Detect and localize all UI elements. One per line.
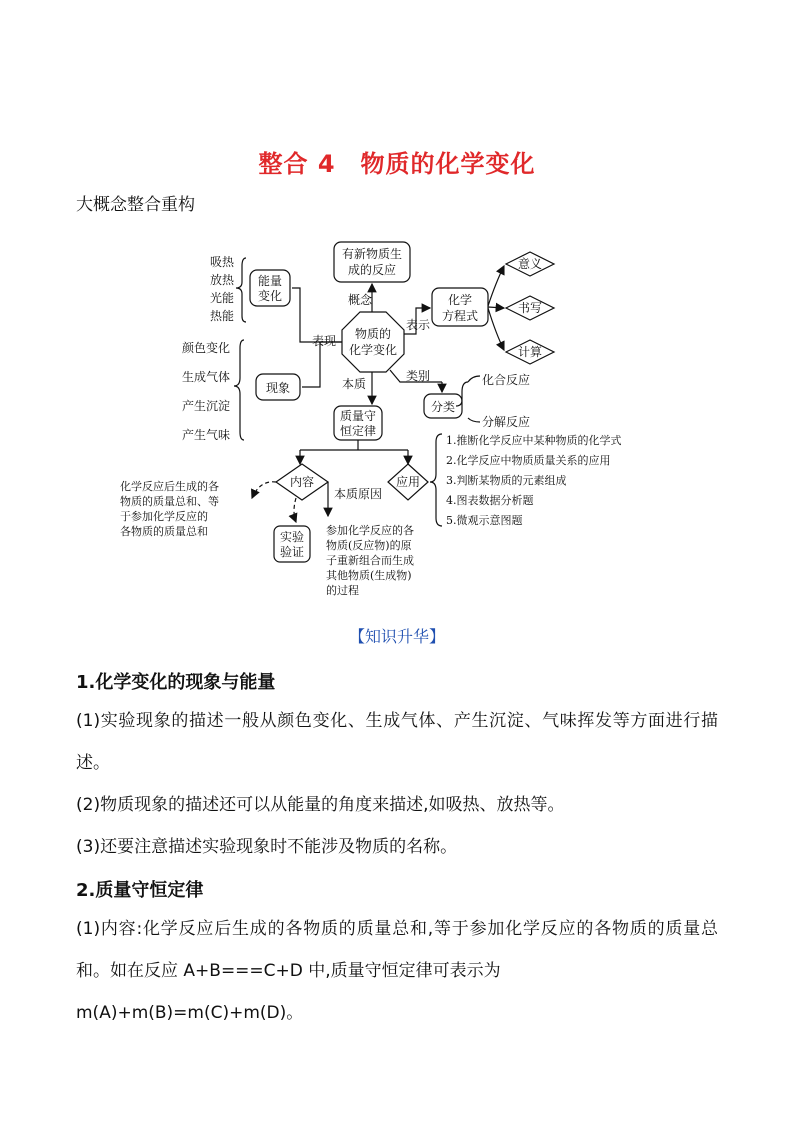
apply-item-1: 1.推断化学反应中某种物质的化学式: [446, 434, 622, 447]
phenomenon-item-3: 产生沉淀: [182, 399, 231, 413]
concept-map-diagram: [110, 236, 670, 616]
equation-text-2: 方程式: [441, 309, 479, 323]
subtitle: 大概念整合重构: [76, 195, 195, 215]
label-concept: 概念: [348, 293, 373, 307]
conservation-desc-4: 各物质的质量总和: [120, 525, 208, 538]
energy-item-4: 热能: [210, 309, 235, 323]
center-text-2: 化学变化: [348, 343, 398, 357]
conservation-desc-2: 物质的质量总和、等: [120, 495, 219, 508]
energy-text-2: 变化: [257, 289, 283, 303]
conservation-text-1: 质量守: [339, 409, 377, 423]
experiment-text-2: 验证: [279, 545, 305, 559]
reason-desc-2: 物质(反应物)的原: [326, 539, 412, 552]
section-label: 【知识升华】: [348, 627, 445, 646]
label-category: 类别: [406, 369, 431, 383]
section-1-heading: 1.化学变化的现象与能量: [76, 672, 276, 693]
label-express: 表示: [406, 318, 431, 332]
energy-item-3: 光能: [210, 291, 235, 305]
page-title: 整合 4 物质的化学变化: [258, 150, 536, 178]
section-1-para-1: (1)实验现象的描述一般从颜色变化、生成气体、产生沉淀、气味挥发等方面进行描述。: [76, 711, 718, 773]
phenomenon-item-1: 颜色变化: [182, 341, 231, 355]
label-reason: 本质原因: [334, 487, 383, 501]
calc-text: 计算: [517, 345, 543, 359]
center-octagon: [342, 312, 404, 372]
classify-item-2: 分解反应: [482, 415, 531, 429]
reason-desc-4: 其他物质(生成物): [326, 569, 412, 582]
phenomenon-item-2: 生成气体: [182, 370, 231, 384]
label-apply: 应用: [395, 475, 421, 489]
writing-text: 书写: [517, 301, 543, 315]
apply-item-5: 5.微观示意图题: [446, 514, 523, 527]
top-box-text-1: 有新物质生: [341, 247, 403, 261]
conservation-text-2: 恒定律: [339, 424, 377, 438]
energy-item-1: 吸热: [210, 255, 235, 269]
reason-desc-1: 参加化学反应的各: [326, 524, 414, 537]
apply-item-3: 3.判断某物质的元素组成: [446, 474, 567, 487]
phenomenon-text: 现象: [265, 381, 291, 395]
classify-text: 分类: [430, 400, 456, 414]
apply-item-2: 2.化学反应中物质质量关系的应用: [446, 454, 611, 467]
conservation-desc-1: 化学反应后生成的各: [120, 480, 219, 493]
phenomenon-item-4: 产生气味: [182, 428, 231, 442]
energy-item-2: 放热: [210, 273, 235, 287]
top-box-text-2: 成的反应: [347, 263, 397, 277]
section-1-para-2: (2)物质现象的描述还可以从能量的角度来描述,如吸热、放热等。: [76, 795, 565, 815]
label-content: 内容: [289, 475, 315, 489]
equation-text-1: 化学: [447, 293, 473, 307]
meaning-text: 意义: [517, 257, 543, 271]
reason-desc-3: 子重新组合而生成: [326, 554, 414, 567]
classify-item-1: 化合反应: [482, 373, 531, 387]
energy-text-1: 能量: [257, 274, 283, 288]
apply-item-4: 4.图表数据分析题: [446, 494, 534, 507]
center-text-1: 物质的: [354, 327, 392, 341]
section-2-para-1: (1)内容:化学反应后生成的各物质的质量总和,等于参加化学反应的各物质的质量总和。如在反应 A+B===C+D 中,质量守恒定律可表示为: [76, 919, 718, 981]
label-manifest: 表现: [312, 334, 337, 348]
label-essence: 本质: [342, 377, 367, 391]
reason-desc-5: 的过程: [326, 584, 359, 597]
conservation-desc-3: 于参加化学反应的: [120, 510, 208, 523]
section-1-para-3: (3)还要注意描述实验现象时不能涉及物质的名称。: [76, 837, 458, 857]
section-2-heading: 2.质量守恒定律: [76, 880, 204, 901]
experiment-text-1: 实验: [279, 530, 305, 544]
section-2-formula: m(A)+m(B)=m(C)+m(D)。: [76, 1003, 304, 1023]
